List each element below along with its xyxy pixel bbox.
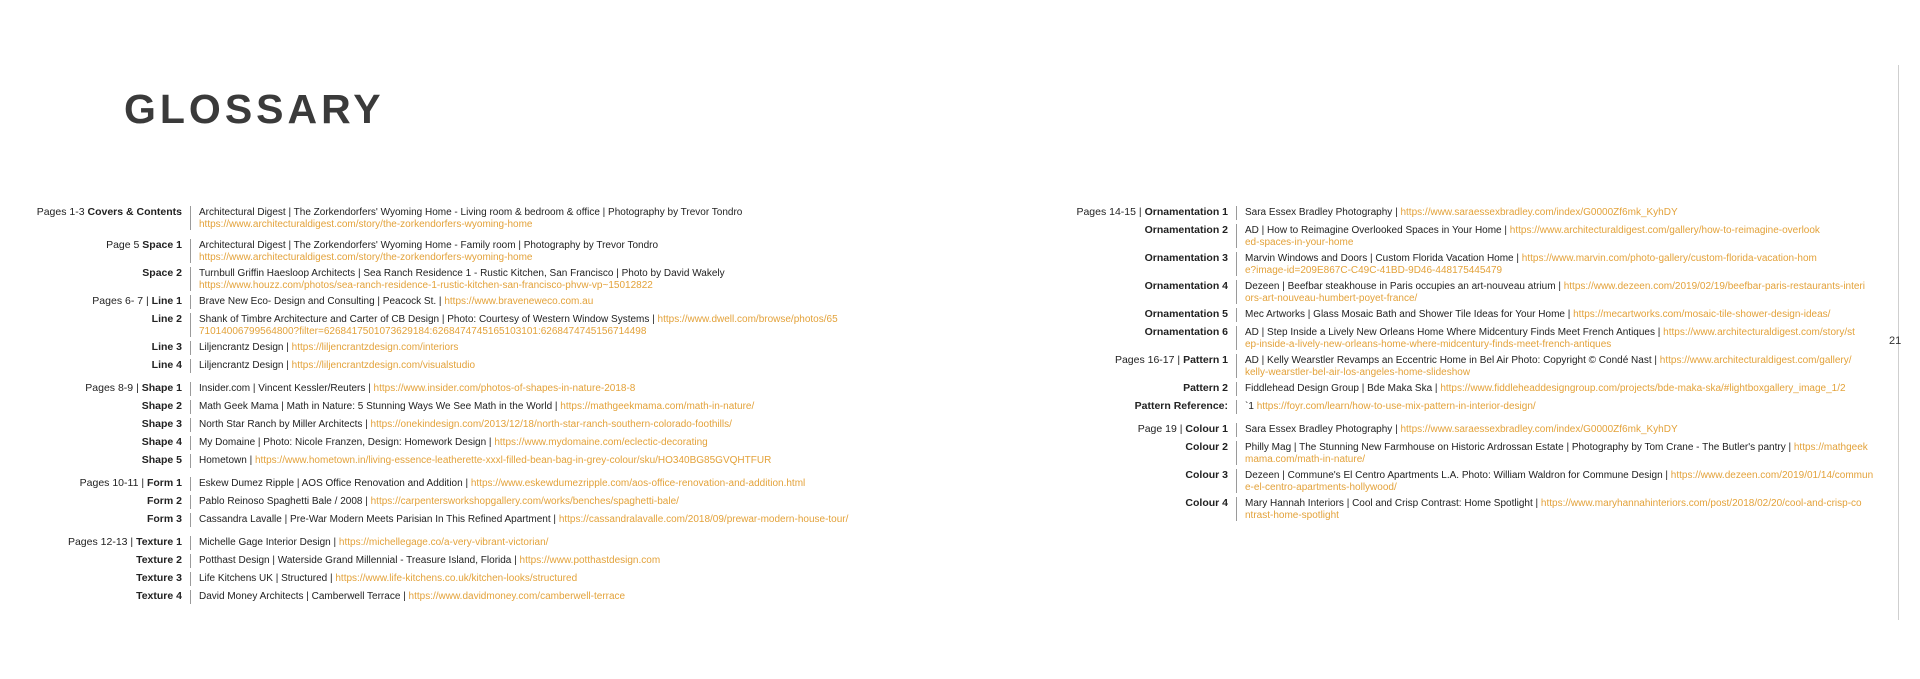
glossary-entry — [1060, 354, 1880, 378]
entry-name: Covers & Contents — [87, 206, 182, 218]
entry-pages: Pages 10-11 | — [79, 477, 145, 489]
entry-url-link[interactable]: https://www.dezeen.com/2019/02/19/beefbar-paris-restaurants-interiors-art-nouveau-humbert-poyet-france/ — [1245, 281, 1865, 304]
entry-label — [30, 536, 190, 550]
entry-label — [30, 382, 190, 396]
entry-name: Form 1 — [146, 477, 182, 489]
glossary-entry — [30, 313, 930, 337]
entry-name: Line 4 — [151, 359, 182, 371]
entry-name: Ornamentation 5 — [1144, 308, 1228, 320]
entry-description: Insider.com | Vincent Kessler/Reuters | — [199, 383, 371, 394]
entry-url-link[interactable]: https://www.saraessexbradley.com/index/G0000Zf6mk_KyhDY — [1400, 424, 1678, 435]
entry-name: Line 3 — [151, 341, 182, 353]
entry-name: Shape 2 — [141, 400, 182, 412]
entry-name: Space 2 — [142, 267, 182, 279]
entry-name: Pattern 2 — [1183, 382, 1228, 394]
glossary-entry — [30, 590, 930, 604]
entry-label — [30, 418, 190, 432]
entry-name: Colour 1 — [1185, 423, 1228, 435]
entry-description: Mec Artworks | Glass Mosaic Bath and Shower Tile Ideas for Your Home | — [1245, 309, 1571, 320]
glossary-entry — [30, 359, 930, 373]
entry-name: Colour 3 — [1185, 469, 1228, 481]
entry-name: Texture 2 — [136, 554, 182, 566]
entry-description: Eskew Dumez Ripple | AOS Office Renovation and Addition | — [199, 478, 469, 489]
entry-label — [1060, 497, 1236, 521]
entry-label — [1060, 469, 1236, 493]
entry-description: Mary Hannah Interiors | Cool and Crisp Contrast: Home Spotlight | — [1245, 498, 1539, 509]
entry-name: Colour 4 — [1185, 497, 1228, 509]
entry-description: Michelle Gage Interior Design | — [199, 537, 337, 548]
glossary-entry — [1060, 497, 1880, 521]
entry-description: AD | Kelly Wearstler Revamps an Eccentric Home in Bel Air Photo: Copyright © Condé Nast | — [1245, 355, 1657, 366]
entry-label — [30, 554, 190, 568]
entry-label — [1060, 206, 1236, 220]
entry-description: My Domaine | Photo: Nicole Franzen, Design: Homework Design | — [199, 437, 492, 448]
entry-label — [30, 400, 190, 414]
entry-description: Life Kitchens UK | Structured | — [199, 573, 333, 584]
entry-description: Sara Essex Bradley Photography | — [1245, 424, 1398, 435]
entry-description: Hometown | — [199, 455, 253, 466]
entry-name: Texture 1 — [136, 536, 182, 548]
entry-url-link[interactable]: https://www.hometown.in/living-essence-leatherette-xxxl-filled-bean-bag-in-grey-colour/sku/HO340BG85GVQHTFUR — [254, 455, 772, 466]
entry-url-link[interactable]: https://www.houzz.com/photos/sea-ranch-residence-1-rustic-kitchen-san-francisco-phvw-vp~15012822 — [199, 279, 653, 291]
entry-description: Dezeen | Commune's El Centro Apartments L.A. Photo: William Waldron for Commune Design | — [1245, 470, 1669, 481]
page-number: 21 — [1889, 335, 1902, 347]
entry-label — [30, 572, 190, 586]
entry-url-link[interactable]: https://cassandralavalle.com/2018/09/prewar-modern-house-tour/ — [558, 514, 849, 525]
entry-pages: Pages 14-15 | — [1076, 206, 1142, 218]
glossary-entry — [30, 436, 930, 450]
entry-name: Shape 4 — [141, 436, 182, 448]
entry-label — [1060, 354, 1236, 378]
glossary-entry — [1060, 441, 1880, 465]
entry-name: Ornamentation 6 — [1144, 326, 1228, 338]
entry-name: Ornamentation 4 — [1144, 280, 1228, 292]
entry-description: Cassandra Lavalle | Pre-War Modern Meets Parisian In This Refined Apartment | — [199, 514, 557, 525]
entry-description: AD | How to Reimagine Overlooked Spaces in Your Home | — [1245, 225, 1507, 236]
entry-label — [30, 454, 190, 468]
entry-url-link[interactable]: https://www.davidmoney.com/camberwell-terrace — [408, 591, 626, 602]
entry-label — [30, 206, 190, 230]
entry-description: Sara Essex Bradley Photography | — [1245, 207, 1398, 218]
entry-label — [1060, 423, 1236, 437]
glossary-entry — [30, 554, 930, 568]
entry-url-link[interactable]: https://www.architecturaldigest.com/story/step-inside-a-lively-new-orleans-home-where-midcentury-finds-meet-french-antiques — [1245, 327, 1855, 350]
glossary-entry — [30, 513, 930, 527]
entry-label — [1060, 224, 1236, 248]
entry-description: Turnbull Griffin Haesloop Architects | Sea Ranch Residence 1 - Rustic Kitchen, San Francisco | Photo by David Wakely — [199, 268, 725, 279]
entry-url-link[interactable]: https://www.architecturaldigest.com/story/the-zorkendorfers-wyoming-home — [199, 218, 533, 230]
entry-description: Math Geek Mama | Math in Nature: 5 Stunning Ways We See Math in the World | — [199, 401, 558, 412]
entry-url-link[interactable]: https://www.architecturaldigest.com/story/the-zorkendorfers-wyoming-home — [199, 251, 533, 263]
entry-label — [30, 495, 190, 509]
entry-name: Form 2 — [146, 495, 182, 507]
entry-label — [1060, 252, 1236, 276]
entry-label — [30, 267, 190, 291]
entry-url-link[interactable]: https://liljencrantzdesign.com/visualstudio — [291, 360, 476, 371]
entry-pages: Pages 6- 7 | — [92, 295, 149, 307]
entry-description: Pablo Reinoso Spaghetti Bale / 2008 | — [199, 496, 368, 507]
entry-description: Marvin Windows and Doors | Custom Florida Vacation Home | — [1245, 253, 1519, 264]
entry-label — [1060, 326, 1236, 350]
entry-description: Architectural Digest | The Zorkendorfers' Wyoming Home - Family room | Photography by Trevor Tondro — [199, 240, 659, 251]
entry-url-link[interactable]: https://www.eskewdumezripple.com/aos-office-renovation-and-addition.html — [470, 478, 806, 489]
glossary-entry — [1060, 469, 1880, 493]
entry-description: North Star Ranch by Miller Architects | — [199, 419, 368, 430]
page-title: GLOSSARY — [124, 86, 385, 132]
entry-url-link[interactable]: https://www.life-kitchens.co.uk/kitchen-looks/structured — [335, 573, 578, 584]
entry-name: Texture 4 — [136, 590, 182, 602]
glossary-right-column — [1060, 206, 1880, 525]
entry-label — [1060, 441, 1236, 465]
glossary-entry — [30, 295, 930, 309]
entry-description: Liljencrantz Design | — [199, 342, 289, 353]
entry-url-link[interactable]: https://www.insider.com/photos-of-shapes-in-nature-2018-8 — [373, 383, 636, 394]
entry-description: AD | Step Inside a Lively New Orleans Home Where Midcentury Finds Meet French Antiques | — [1245, 327, 1661, 338]
entry-url-link[interactable]: https://www.maryhannahinteriors.com/post/2018/02/20/cool-and-crisp-contrast-home-spotlight — [1245, 498, 1862, 521]
entry-url-link[interactable]: https://www.dwell.com/browse/photos/6571014006799564800?filter=6268417501073629184:6268474745165103101:6268474745156714498 — [199, 314, 838, 337]
glossary-entry — [1060, 224, 1880, 248]
entry-url-link[interactable]: https://www.potthastdesign.com — [519, 555, 661, 566]
entry-label — [30, 590, 190, 604]
entry-label — [30, 313, 190, 337]
entry-description: Dezeen | Beefbar steakhouse in Paris occupies an art-nouveau atrium | — [1245, 281, 1561, 292]
entry-name: Texture 3 — [136, 572, 182, 584]
glossary-entry — [1060, 252, 1880, 276]
glossary-entry — [30, 382, 930, 396]
glossary-entry — [30, 341, 930, 355]
glossary-entry — [1060, 308, 1880, 322]
entry-url-link[interactable]: https://foyr.com/learn/how-to-use-mix-pattern-in-interior-design/ — [1256, 401, 1536, 412]
entry-description: Architectural Digest | The Zorkendorfers' Wyoming Home - Living room & bedroom & office | Photography by Trevor Tondro — [199, 207, 743, 218]
entry-description: Brave New Eco- Design and Consulting | Peacock St. | — [199, 296, 442, 307]
entry-label — [1060, 400, 1236, 414]
entry-description: Philly Mag | The Stunning New Farmhouse on Historic Ardrossan Estate | Photography by Tom Crane - The Butler's pantry | — [1245, 442, 1792, 453]
entry-name: Ornamentation 2 — [1144, 224, 1228, 236]
glossary-entry — [30, 239, 930, 263]
entry-label — [30, 295, 190, 309]
entry-label — [30, 477, 190, 491]
entry-url-link[interactable]: https://www.architecturaldigest.com/gallery/how-to-reimagine-overlooked-spaces-in-your-home — [1245, 225, 1820, 248]
entry-url-link[interactable]: https://www.architecturaldigest.com/gallery/kelly-wearstler-bel-air-los-angeles-home-slideshow — [1245, 355, 1852, 378]
entry-url-link[interactable]: https://www.marvin.com/photo-gallery/custom-florida-vacation-home?image-id=209E867C-C49C-41BD-9D46-448175445479 — [1245, 253, 1817, 276]
entry-name: Shape 5 — [141, 454, 182, 466]
entry-pages: Page 19 | — [1137, 423, 1183, 435]
entry-label — [30, 341, 190, 355]
entry-name: Colour 2 — [1185, 441, 1228, 453]
entry-description: Potthast Design | Waterside Grand Millennial - Treasure Island, Florida | — [199, 555, 517, 566]
entry-url-link[interactable]: https://www.braveneweco.com.au — [444, 296, 594, 307]
glossary-left-column — [30, 206, 930, 608]
glossary-entry — [30, 418, 930, 432]
glossary-entry — [30, 477, 930, 491]
glossary-entry — [30, 495, 930, 509]
entry-pages: Pages 12-13 | — [67, 536, 134, 548]
entry-label — [1060, 280, 1236, 304]
entry-name: Space 1 — [142, 239, 182, 251]
entry-pages: Pages 16-17 | — [1114, 354, 1181, 366]
entry-url-link[interactable]: https://www.dezeen.com/2019/01/14/commune-el-centro-apartments-hollywood/ — [1245, 470, 1874, 493]
entry-label — [30, 359, 190, 373]
entry-label — [30, 436, 190, 450]
entry-label — [1060, 308, 1236, 322]
glossary-entry — [30, 400, 930, 414]
glossary-entry — [1060, 382, 1880, 396]
entry-label — [30, 239, 190, 263]
entry-name: Line 1 — [151, 295, 182, 307]
entry-pages: Page 5 — [106, 239, 140, 251]
entry-url-link[interactable]: https://www.saraessexbradley.com/index/G0000Zf6mk_KyhDY — [1400, 207, 1678, 218]
glossary-entry — [1060, 206, 1880, 220]
entry-label — [30, 513, 190, 527]
entry-url-link[interactable]: https://www.fiddleheaddesigngroup.com/projects/bde-maka-ska/#lightboxgallery_image_1/2 — [1440, 383, 1846, 394]
glossary-entry — [30, 454, 930, 468]
entry-url-link[interactable]: https://www.mydomaine.com/eclectic-decorating — [494, 437, 708, 448]
entry-url-link[interactable]: https://liljencrantzdesign.com/interiors — [291, 342, 459, 353]
entry-description: `1 — [1245, 401, 1254, 412]
glossary-entry — [30, 206, 930, 230]
glossary-entry — [1060, 280, 1880, 304]
entry-name: Shape 3 — [141, 418, 182, 430]
entry-label — [1060, 382, 1236, 396]
entry-description: Liljencrantz Design | — [199, 360, 289, 371]
glossary-entry — [30, 572, 930, 586]
glossary-entry — [1060, 423, 1880, 437]
entry-url-link[interactable]: https://mathgeekmama.com/math-in-nature/ — [560, 401, 755, 412]
glossary-entry — [1060, 400, 1880, 414]
entry-name: Pattern Reference: — [1134, 400, 1228, 412]
entry-name: Shape 1 — [141, 382, 182, 394]
glossary-entry — [30, 536, 930, 550]
entry-url-link[interactable]: https://carpentersworkshopgallery.com/works/benches/spaghetti-bale/ — [370, 496, 679, 507]
entry-url-link[interactable]: https://mathgeekmama.com/math-in-nature/ — [1245, 442, 1868, 465]
entry-url-link[interactable]: https://onekindesign.com/2013/12/18/north-star-ranch-southern-colorado-foothills/ — [370, 419, 732, 430]
entry-description: David Money Architects | Camberwell Terrace | — [199, 591, 406, 602]
entry-url-link[interactable]: https://michellegage.co/a-very-vibrant-victorian/ — [338, 537, 549, 548]
entry-pages: Pages 8-9 | — [85, 382, 139, 394]
entry-pages: Pages 1-3 — [36, 206, 85, 218]
entry-name: Line 2 — [151, 313, 182, 325]
glossary-entry — [1060, 326, 1880, 350]
entry-name: Pattern 1 — [1183, 354, 1228, 366]
entry-name: Ornamentation 3 — [1144, 252, 1228, 264]
glossary-entry — [30, 267, 930, 291]
entry-name: Ornamentation 1 — [1144, 206, 1228, 218]
entry-description: Shank of Timbre Architecture and Carter of CB Design | Photo: Courtesy of Western Window Systems | — [199, 314, 655, 325]
entry-url-link[interactable]: https://mecartworks.com/mosaic-tile-shower-design-ideas/ — [1573, 309, 1831, 320]
entry-description: Fiddlehead Design Group | Bde Maka Ska | — [1245, 383, 1438, 394]
entry-name: Form 3 — [146, 513, 182, 525]
